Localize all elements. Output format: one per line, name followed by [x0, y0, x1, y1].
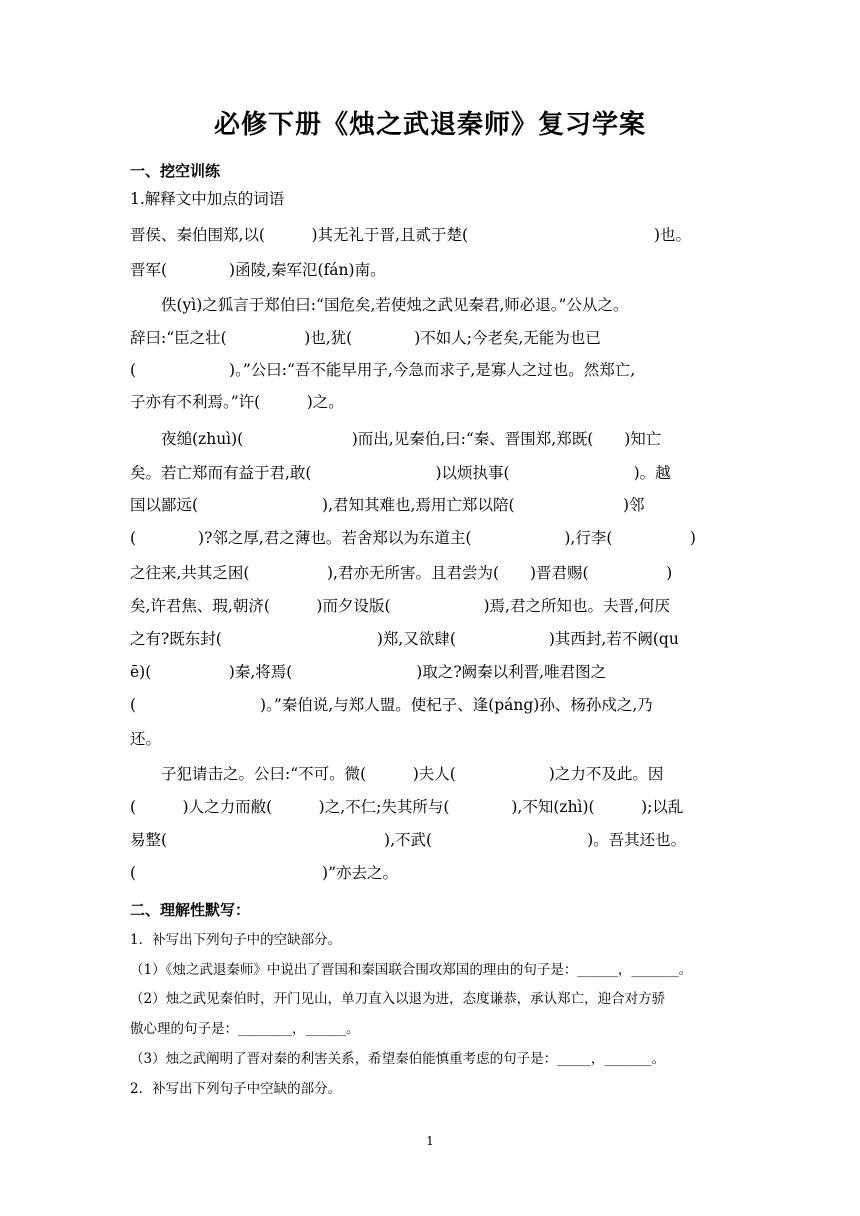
- text-line: 矣。若亡郑而有益于君,敢( )以烦执事( )。越: [130, 464, 671, 482]
- question-line: （1）《烛之武退秦师》中说出了晋国和秦国联合围攻郑国的理由的句子是：______，_______。: [130, 962, 693, 978]
- question-line: （2）烛之武见秦伯时，开门见山，单刀直入以退为进，态度谦恭，承认郑亡，迎合对方骄: [130, 991, 666, 1007]
- text-line: 辞曰:“臣之壮( )也,犹( )不如人;今老矣,无能为也已: [130, 329, 601, 347]
- question-line: 2．补写出下列句子中空缺的部分。: [130, 1081, 342, 1097]
- page-title: 必修下册《烛之武退秦师》复习学案: [213, 110, 646, 140]
- text-line: ( )。”秦伯说,与郑人盟。使杞子、逢(páng)孙、杨孙戍之,乃: [130, 696, 653, 714]
- text-line: ē)( )秦,将焉( )取之?阙秦以利晋,唯君图之: [130, 663, 607, 681]
- text-line: 1.解释文中加点的词语: [130, 190, 285, 208]
- question-line: 1．补写出下列句子中的空缺部分。: [130, 932, 342, 948]
- text-line: 矣,许君焦、瑕,朝济( )而夕设版( )焉,君之所知也。夫晋,何厌: [130, 597, 670, 615]
- text-line: 还。: [130, 730, 162, 748]
- text-line: ( )。”公曰:“吾不能早用子,今急而求子,是寡人之过也。然郑亡,: [130, 361, 636, 379]
- text-line: 国以鄙远( ),君知其难也,焉用亡郑以陪( )邻: [130, 496, 645, 514]
- text-line: 子亦有不利焉。”许( )之。: [130, 393, 344, 411]
- page-number: 1: [426, 1134, 434, 1148]
- section-heading-1: 一、挖空训练: [130, 162, 221, 180]
- text-line: 易整( ),不武( )。吾其还也。: [130, 831, 687, 849]
- text-line: 之有?既东封( )郑,又欲肆( )其西封,若不阙(qu: [130, 630, 679, 648]
- text-line: 晋侯、秦伯围郑,以( )其无礼于晋,且贰于楚( )也。: [130, 226, 692, 244]
- text-line: 之往来,共其乏困( ),君亦无所害。且君尝为( )晋君赐( ): [130, 564, 673, 582]
- text-line: ( )人之力而敝( )之,不仁;失其所与( ),不知(zhì)( );以乱: [130, 798, 684, 816]
- text-line: 晋军( )函陵,秦军氾(fán)南。: [130, 261, 386, 279]
- text-line: 佚(yì)之狐言于郑伯曰:“国危矣,若使烛之武见秦君,师必退。”公从之。: [130, 296, 629, 314]
- text-line: 夜缒(zhuì)( )而出,见秦伯,曰:“秦、晋围郑,郑既( )知亡: [130, 430, 662, 448]
- text-line: 子犯请击之。公曰:“不可。微( )夫人( )之力不及此。因: [130, 765, 664, 783]
- section-heading-2: 二、理解性默写：: [130, 901, 251, 919]
- question-line: 傲心理的句子是：________，______。: [130, 1021, 360, 1037]
- text-line: ( )”亦去之。: [130, 864, 399, 882]
- text-line: ( )?邻之厚,君之薄也。若舍郑以为东道主( ),行李( ): [130, 529, 696, 547]
- question-line: （3）烛之武阐明了晋对秦的利害关系，希望秦伯能慎重考虑的句子是：_____，_______。: [130, 1051, 666, 1067]
